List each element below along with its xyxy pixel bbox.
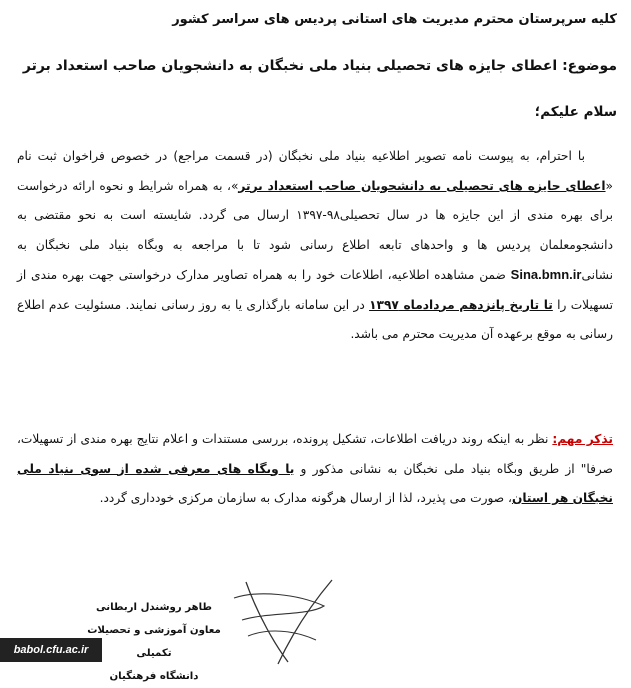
subject-line xyxy=(23,58,617,74)
website-address: Sina.bmn.ir xyxy=(510,267,582,282)
paragraph1-part3: ضمن مشاهده اطلاعیه، اطلاعات خود را به همراه تصاویر مدارک درخواستی جهت بهره مندی از تسهیلات را xyxy=(17,268,613,312)
paragraph1-part1: با احترام، به پیوست نامه تصویر اطلاعیه بنیاد ملی نخبگان (در قسمت مراجع) در خصوص فراخوان ثبت نام « xyxy=(17,149,613,193)
signer-name: طاهر روشندل اربطانی xyxy=(95,602,213,613)
subject-label: موضوع: xyxy=(562,58,617,74)
note-part1: نظر به اینکه روند دریافت اطلاعات، تشکیل پرونده، بررسی مستندات و اعلام نتایج بهره مندی از تسهیلات، صرفا" از طریق وبگاه بنیاد ملی نخبگان به نشانی مذکور و xyxy=(17,432,613,476)
signer-organization: دانشگاه فرهنگیان xyxy=(109,671,199,682)
paragraph1-part4: در این سامانه بارگذاری یا به روز رسانی نمایند. مسئولیت عدم اطلاع رسانی به موقع برعهده آن مدیریت محترم می باشد. xyxy=(17,297,613,341)
provincial-websites: یا وبگاه های معرفی شده از سوی بنیاد ملی نخبگان هر استان xyxy=(17,461,613,505)
deadline-text: تا تاریخ پانزدهم مردادماه ۱۳۹۷ xyxy=(369,297,553,312)
main-paragraph xyxy=(17,142,613,350)
note-part2: ، صورت می پذیرد، لذا از ارسال هرگونه مدارک به سازمان مرکزی خودداری گردد. xyxy=(99,491,512,505)
handwritten-signature xyxy=(228,576,338,668)
award-title: اعطای جایزه های تحصیلی به دانشجویان صاحب استعداد برتر xyxy=(238,178,606,193)
paragraph1-part2: »، به همراه شرایط و نحوه ارائه درخواست برای بهره مندی از این جایزه ها در سال تحصیلی۹۸-۱۳۹۷ ارسال می گردد. شایسته است به نحو مقتضی به دانشجومعلمان پردیس ها و واحدهای تابعه اطلاع رسانی شود تا با مراجعه به وبگاه بنیاد ملی نخبگان به نشانی xyxy=(17,178,613,282)
source-watermark: babol.cfu.ac.ir xyxy=(0,638,102,662)
subject-text: اعطای جایزه های تحصیلی بنیاد ملی نخبگان به دانشجویان صاحب استعداد برتر xyxy=(22,58,558,74)
signer-title: معاون آموزشی و تحصیلات تکمیلی xyxy=(87,625,221,659)
greeting: سلام علیکم؛ xyxy=(534,104,617,120)
addressee-line: کلیه سرپرستان محترم مدیریت های استانی پردیس های سراسر کشور xyxy=(172,12,617,27)
note-label: تذکر مهم: xyxy=(552,432,613,446)
note-paragraph xyxy=(17,425,613,514)
